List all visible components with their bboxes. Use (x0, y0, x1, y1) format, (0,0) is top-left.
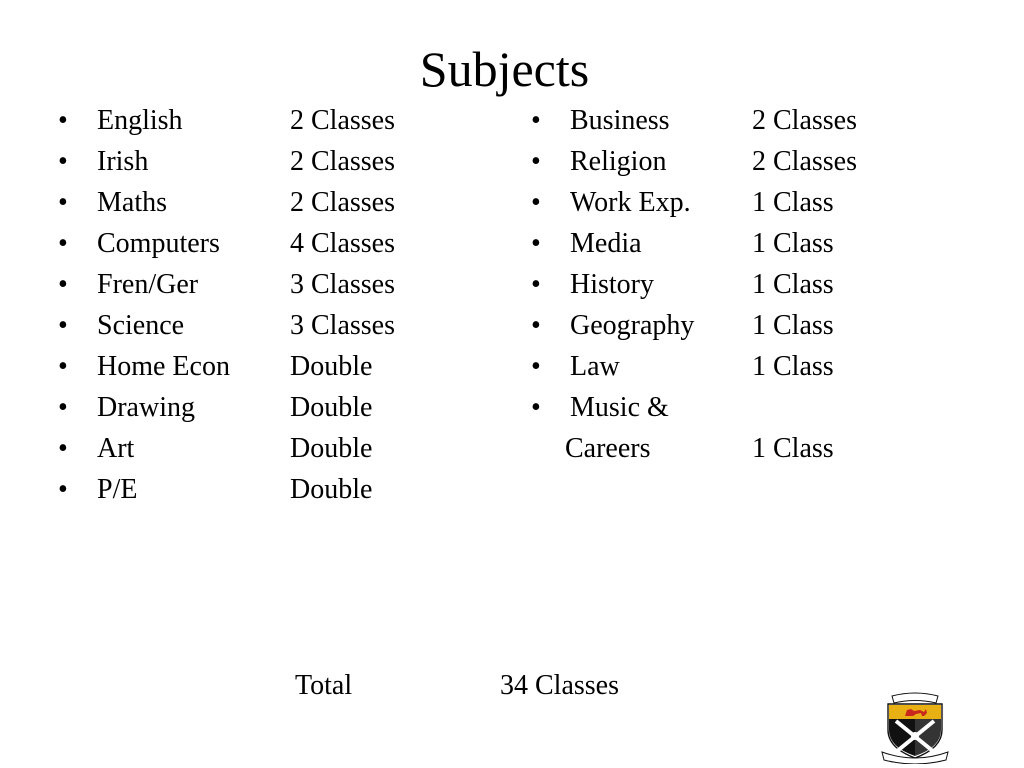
subject-name: Irish (97, 146, 149, 177)
class-count: 2 Classes (752, 105, 857, 136)
cross-center-boss (911, 732, 919, 740)
subject-name: English (97, 105, 183, 136)
subject-name: Maths (97, 187, 167, 218)
subject-name: Art (97, 433, 135, 464)
bullet-icon: • (531, 187, 541, 218)
subject-name: Law (570, 351, 620, 382)
subject-name: Careers (565, 433, 651, 464)
class-count: 1 Class (752, 187, 834, 218)
bullet-icon: • (531, 105, 541, 136)
motto-scroll-top (892, 693, 938, 703)
subject-name: Geography (570, 310, 695, 341)
class-count: Double (290, 433, 373, 464)
subject-name: History (570, 269, 654, 300)
bullet-icon: • (58, 187, 68, 218)
subject-name: Computers (97, 228, 220, 259)
subject-name: Home Econ (97, 351, 230, 382)
bullet-icon: • (58, 392, 68, 423)
class-count: 1 Class (752, 269, 834, 300)
bullet-icon: • (58, 474, 68, 505)
class-count: 2 Classes (290, 105, 395, 136)
class-count: 1 Class (752, 310, 834, 341)
bullet-icon: • (531, 351, 541, 382)
bullet-icon: • (58, 433, 68, 464)
class-count: 2 Classes (752, 146, 857, 177)
subject-name: P/E (97, 474, 138, 505)
bullet-icon: • (58, 269, 68, 300)
subject-name: Media (570, 228, 642, 259)
bullet-icon: • (58, 105, 68, 136)
bullet-icon: • (531, 146, 541, 177)
subject-name: Work Exp. (570, 187, 691, 218)
bullet-icon: • (58, 351, 68, 382)
slide-title: Subjects (419, 41, 590, 97)
class-count: 1 Class (752, 433, 834, 464)
class-count: 3 Classes (290, 310, 395, 341)
total-value: 34 Classes (500, 670, 619, 701)
subject-name: Religion (570, 146, 667, 177)
total-label: Total (295, 670, 353, 701)
class-count: 3 Classes (290, 269, 395, 300)
subject-name: Drawing (97, 392, 195, 423)
class-count: 2 Classes (290, 146, 395, 177)
class-count: 1 Class (752, 351, 834, 382)
bullet-icon: • (58, 228, 68, 259)
bullet-icon: • (58, 146, 68, 177)
subject-name: Fren/Ger (97, 269, 199, 300)
bullet-icon: • (531, 269, 541, 300)
class-count: Double (290, 351, 373, 382)
bullet-icon: • (531, 392, 541, 423)
bullet-icon: • (531, 310, 541, 341)
subject-name: Science (97, 310, 185, 341)
subject-name: Music & (570, 392, 669, 423)
class-count: 4 Classes (290, 228, 395, 259)
subject-name: Business (570, 105, 670, 136)
class-count: 1 Class (752, 228, 834, 259)
class-count: 2 Classes (290, 187, 395, 218)
class-count: Double (290, 392, 373, 423)
school-crest-logo (878, 690, 952, 764)
bullet-icon: • (531, 228, 541, 259)
bullet-icon: • (58, 310, 68, 341)
class-count: Double (290, 474, 373, 505)
